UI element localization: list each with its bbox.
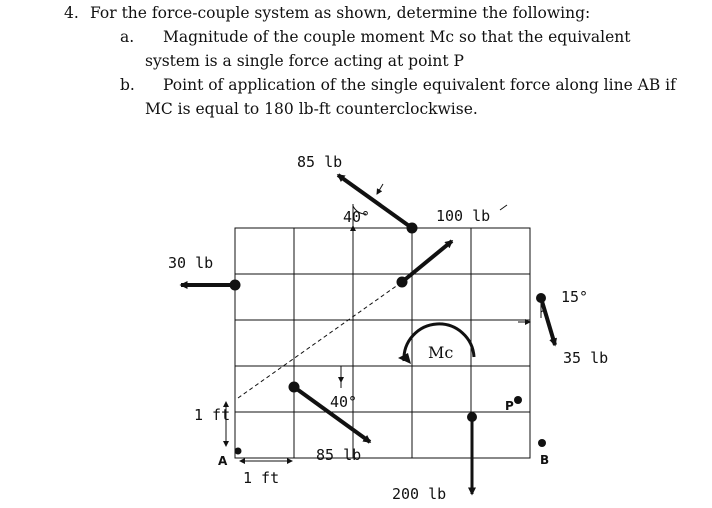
label-point-a: A [218,454,228,468]
label-force-85-top: 85 lb [297,153,343,171]
label-force-100: 100 lb [436,207,491,225]
part-b-line-2: MC is equal to 180 lb-ft counterclockwise. [145,100,478,118]
part-a-label: a. [120,28,135,46]
part-a-line-1: Magnitude of the couple moment Mc so that the equivalent [163,28,631,46]
label-force-30: 30 lb [168,254,214,272]
problem-stem: For the force-couple system as shown, determine the following: [90,4,591,22]
part-a-line-2: system is a single force acting at point P [145,52,464,70]
point-p-marker [514,396,522,404]
application-point [397,277,408,288]
point-b-marker [538,439,546,447]
application-point [407,223,418,234]
grid-border [235,228,530,458]
dashed-line [238,282,402,398]
label-force-200: 200 lb [392,485,447,503]
label-force-35: 35 lb [563,349,609,367]
label-point-p: P [505,399,514,413]
label-dim-horizontal: 1 ft [243,469,280,487]
grid [235,228,530,458]
application-point [230,280,241,291]
label-angle-40-top: 40° [343,208,371,226]
part-b-line-1: Point of application of the single equivalent force along line AB if [163,76,676,94]
point-a-marker [235,448,242,455]
label-dim-vertical: 1 ft [194,406,231,424]
mark [500,205,507,210]
part-b-label: b. [120,76,135,94]
problem-number: 4. [64,4,79,22]
label-point-b: B [540,453,550,467]
label-angle-15: 15° [561,288,589,306]
force-arrow-35 [541,298,555,345]
label-couple: Mc [428,343,454,362]
label-force-85-bottom: 85 lb [316,446,362,464]
force-arrow-100 [402,241,452,282]
angle-pointer [377,184,383,194]
label-angle-40-bottom: 40° [330,393,358,411]
